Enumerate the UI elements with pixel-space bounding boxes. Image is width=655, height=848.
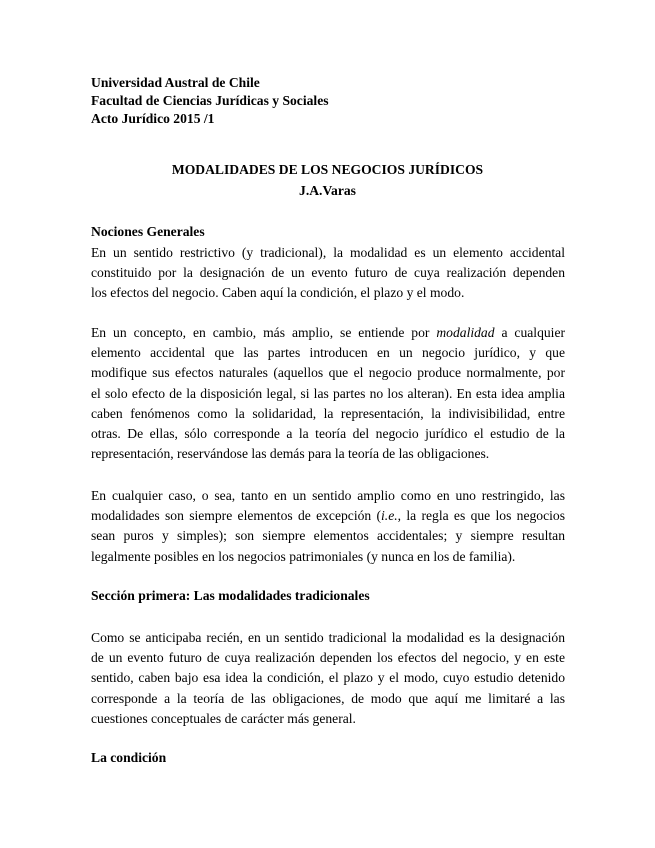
paragraph-line [91,506,565,526]
paragraph-line [91,323,565,343]
paragraph-line: modifique sus efectos naturales (aquellos que el negocio produce normalmente, por [91,365,565,381]
section-heading-nociones: Nociones Generales [91,224,205,239]
document-title: MODALIDADES DE LOS NEGOCIOS JURÍDICOS [171,162,484,177]
paragraph-line: constituido por la designación de un evento futuro de cuya realización dependen [91,265,565,281]
paragraph-line: cuestiones conceptuales de carácter más general. [91,710,356,726]
university-name: Universidad Austral de Chile [91,75,260,90]
paragraph-line: elemento accidental que las partes introducen en un negocio jurídico, y que [91,345,565,361]
document-header [91,74,329,128]
text-run: , la regla es que los negocios [397,508,565,524]
paragraph-line: En cualquier caso, o sea, tanto en un sentido amplio como en uno restringido, las [91,488,565,503]
paragraph-4 [91,628,565,729]
paragraph-line: representación, reservándose las demás para la teoría de las obligaciones. [91,446,490,462]
text-run: En un concepto, en cambio, más amplio, se entiende por [91,325,437,340]
paragraph-line: Como se anticipaba recién, en un sentido tradicional la modalidad es la designación [91,630,565,645]
italic-term: modalidad [436,325,495,340]
text-run: a cualquier [494,325,566,340]
paragraph-line: corresponde a la teoría de las obligaciones, de modo que aquí me limitaré a las [91,690,565,706]
faculty-name: Facultad de Ciencias Jurídicas y Sociales [91,93,329,108]
section-heading-condicion: La condición [91,750,167,765]
paragraph-2 [91,323,565,464]
paragraph-line: el solo efecto de la disposición legal, si las partes no los alteran). En esta idea amplia [91,385,565,401]
course-name: Acto Jurídico 2015 /1 [91,111,215,126]
paragraph-line: los efectos del negocio. Caben aquí la condición, el plazo y el modo. [91,285,465,301]
paragraph-1 [91,243,565,304]
paragraph-line: sentido, caben bajo esa idea la condición, el plazo y el modo, cuyo estudio detenido [91,670,565,686]
paragraph-3 [91,486,565,567]
italic-term: i.e. [381,508,398,524]
section-heading-primera: Sección primera: Las modalidades tradicionales [91,588,370,603]
paragraph-line: de un evento futuro de cuya realización dependen los efectos del negocio, y en este [91,650,565,666]
paragraph-line: sean puros y simples); son siempre elementos accidentales; y siempre resultan [91,528,565,544]
paragraph-line: otras. De ellas, sólo corresponde a la teoría del negocio jurídico el estudio de la [91,426,565,442]
text-run: modalidades son siempre elementos de excepción ( [91,508,382,524]
paragraph-line: En un sentido restrictivo (y tradicional), la modalidad es un elemento accidental [91,245,565,260]
document-author: J.A.Varas [299,183,356,198]
paragraph-line: caben fenómenos como la solidaridad, la representación, la indivisibilidad, entre [91,405,565,421]
paragraph-line: legalmente posibles en los negocios patrimoniales (y nunca en los de familia). [91,548,516,564]
